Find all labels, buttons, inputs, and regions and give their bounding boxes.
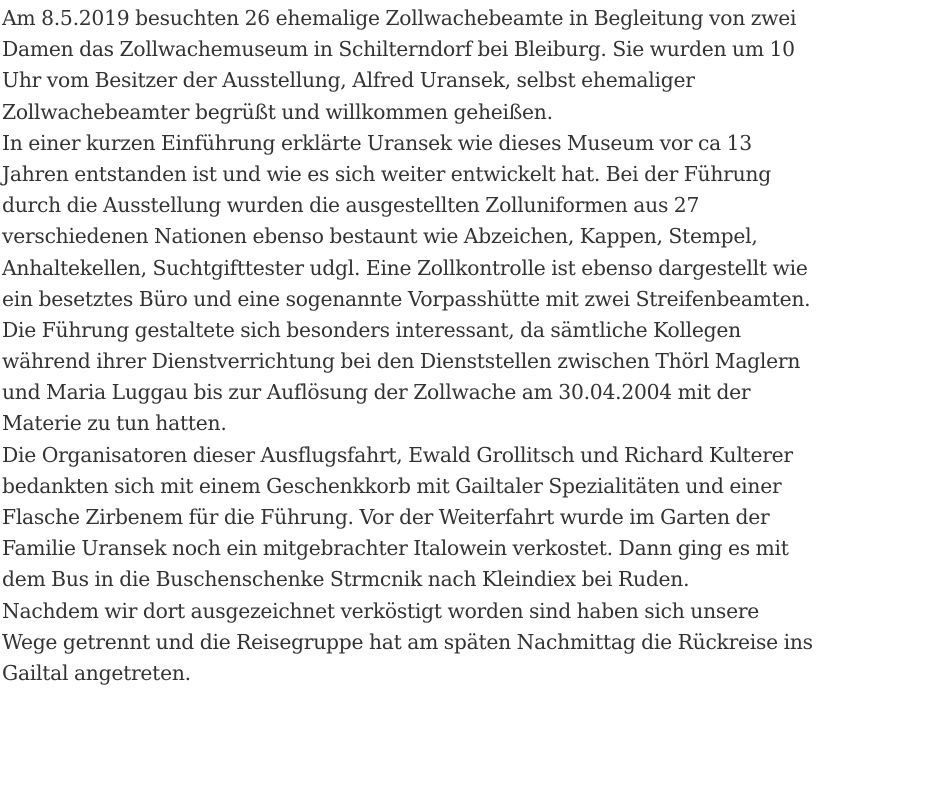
text-line: Jahren entstanden ist und wie es sich weiter entwickelt hat. Bei der Führung xyxy=(2,161,771,186)
text-line: ein besetztes Büro und eine sogenannte Vorpasshütte mit zwei Streifenbeamten. xyxy=(2,286,811,311)
text-line: Am 8.5.2019 besuchten 26 ehemalige Zollwachebeamte in Begleitung von zwei xyxy=(2,6,797,30)
text-line: bedankten sich mit einem Geschenkkorb mit Gailtaler Spezialitäten und einer xyxy=(2,473,782,498)
text-line: Nachdem wir dort ausgezeichnet verköstigt worden sind haben sich unsere xyxy=(2,598,760,623)
text-line: In einer kurzen Einführung erklärte Uransek wie dieses Museum vor ca 13 xyxy=(2,130,752,155)
text-line: Uhr vom Besitzer der Ausstellung, Alfred Uransek, selbst ehemaliger xyxy=(2,68,695,93)
text-line: Damen das Zollwachemuseum in Schilterndorf bei Bleiburg. Sie wurden um 10 xyxy=(2,37,795,62)
text-line: und Maria Luggau bis zur Auflösung der Zollwache am 30.04.2004 mit der xyxy=(2,380,751,405)
text-line: dem Bus in die Buschenschenke Strmcnik nach Kleindiex bei Ruden. xyxy=(2,567,690,592)
text-line: Zollwachebeamter begrüßt und willkommen geheißen. xyxy=(2,99,553,124)
text-line: verschiedenen Nationen ebenso bestaunt wie Abzeichen, Kappen, Stempel, xyxy=(2,224,758,249)
text-line: Flasche Zirbenem für die Führung. Vor der Weiterfahrt wurde im Garten der xyxy=(2,505,770,529)
text-line: Anhaltekellen, Suchtgifttester udgl. Eine Zollkontrolle ist ebenso dargestellt wie xyxy=(2,255,808,280)
text-line: während ihrer Dienstverrichtung bei den Dienststellen zwischen Thörl Maglern xyxy=(2,349,801,374)
text-line: Die Organisatoren dieser Ausflugsfahrt, Ewald Grollitsch und Richard Kulterer xyxy=(2,442,793,467)
text-line: Gailtal angetreten. xyxy=(2,660,191,685)
text-line: Familie Uransek noch ein mitgebrachter Italowein verkostet. Dann ging es mit xyxy=(2,536,789,561)
text-line: Wege getrennt und die Reisegruppe hat am späten Nachmittag die Rückreise ins xyxy=(2,629,813,654)
text-line: durch die Ausstellung wurden die ausgestellten Zolluniformen aus 27 xyxy=(2,193,700,218)
text-line: Die Führung gestaltete sich besonders interessant, da sämtliche Kollegen xyxy=(2,317,741,342)
text-line: Materie zu tun hatten. xyxy=(2,411,227,436)
